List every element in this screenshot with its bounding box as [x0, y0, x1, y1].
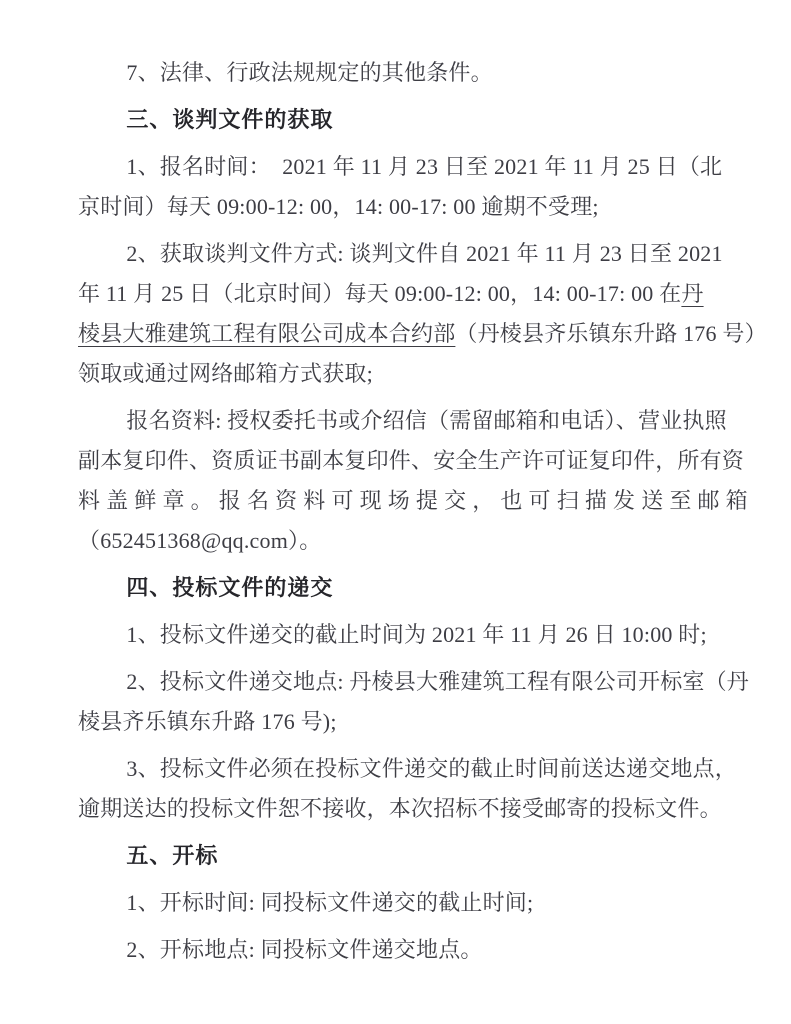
- company-name-underlined: 棱县大雅建筑工程有限公司成本合约部: [78, 321, 456, 346]
- opening-time-line: 1、开标时间: 同投标文件递交的截止时间;: [126, 890, 534, 915]
- opening-location-line: 2、开标地点: 同投标文件递交地点。: [126, 937, 483, 962]
- section-heading-bid-submission: 四、投标文件的递交: [126, 575, 334, 600]
- acquisition-method-line-2: [78, 274, 741, 314]
- acquisition-method-line-1: 2、获取谈判文件方式: 谈判文件自 2021 年 11 月 23 日至 2021: [126, 241, 723, 266]
- submission-location-line-1: 2、投标文件递交地点: 丹棱县大雅建筑工程有限公司开标室（丹: [126, 669, 750, 694]
- section-heading-document-acquisition: 三、谈判文件的获取: [126, 107, 334, 132]
- company-address: （丹棱县齐乐镇东升路 176 号）: [455, 321, 767, 346]
- section-heading-bid-opening: 五、开标: [126, 843, 219, 868]
- registration-email-line: （652451368@qq.com）。: [78, 528, 322, 553]
- submission-rule-line-2: 逾期送达的投标文件恕不接收，本次招标不接受邮寄的投标文件。: [78, 796, 722, 821]
- company-name-underlined-start: 丹: [681, 281, 704, 306]
- submission-location-line-2: 棱县齐乐镇东升路 176 号);: [78, 709, 337, 734]
- submission-rule-line-1: 3、投标文件必须在投标文件递交的截止时间前送达递交地点，: [126, 756, 737, 781]
- registration-materials-line-3: 料盖鲜章。报名资料可现场提交，也可扫描发送至邮箱: [78, 488, 754, 513]
- submission-deadline-line: 1、投标文件递交的截止时间为 2021 年 11 月 26 日 10:00 时;: [126, 622, 707, 647]
- registration-materials-line-1: 报名资料: 授权委托书或介绍信（需留邮箱和电话）、营业执照: [126, 408, 727, 433]
- registration-materials-line-2: 副本复印件、资质证书副本复印件、安全生产许可证复印件，所有资: [78, 448, 745, 473]
- registration-time-line-2: 京时间）每天 09:00-12: 00，14: 00-17: 00 逾期不受理;: [78, 194, 599, 219]
- registration-time-line-1: 1、报名时间： 2021 年 11 月 23 日至 2021 年 11 月 25 日（北: [126, 154, 723, 179]
- acquisition-method-line-2-text: 年 11 月 25 日（北京时间）每天 09:00-12: 00，14: 00-17: 00 在: [78, 281, 682, 306]
- acquisition-method-line-3: [78, 314, 767, 354]
- clause-other-conditions: 7、法律、行政法规规定的其他条件。: [126, 60, 493, 85]
- acquisition-method-line-4: 领取或通过网络邮箱方式获取;: [78, 361, 373, 386]
